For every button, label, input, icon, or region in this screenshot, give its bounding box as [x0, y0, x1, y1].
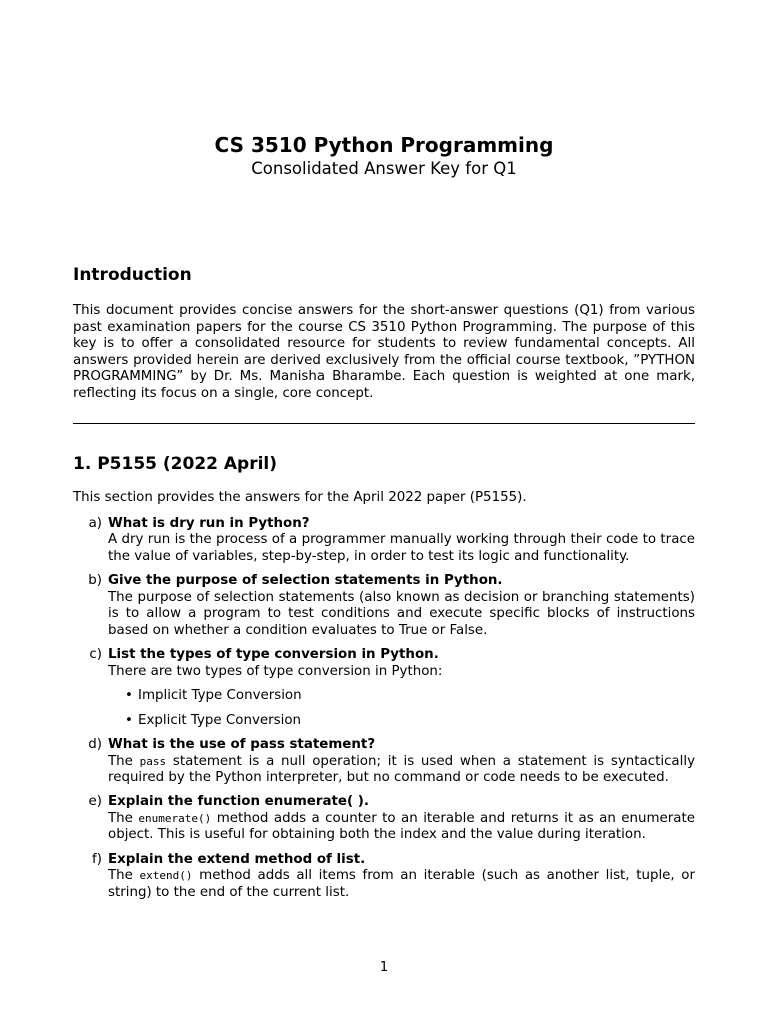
answer-suffix: method adds a counter to an iterable and returns it as an enumerate object. This is useful for obtaining both the index and the value during iteration.	[108, 810, 695, 843]
question-marker: c)	[89, 646, 102, 662]
question-marker: e)	[88, 794, 102, 810]
answer-suffix: statement is a null operation; it is used when a statement is syntactically required by the Python interpreter, but no command or code needs to be executed.	[108, 753, 695, 786]
question-item-a	[73, 516, 695, 566]
bullet-icon: •	[125, 688, 133, 704]
section-p5155	[73, 453, 695, 909]
bullet-text: Implicit Type Conversion	[138, 688, 302, 704]
question-text: Explain the function enumerate( ).	[108, 794, 369, 810]
answer-text	[108, 754, 695, 787]
bullet-item	[108, 713, 695, 730]
answer-prefix: The	[108, 753, 140, 769]
answer-suffix: method adds all items from an iterable (such as another list, tuple, or string) to the end of the current list.	[108, 868, 695, 900]
code-extend: extend()	[139, 869, 193, 883]
question-text: Give the purpose of selection statements in Python.	[108, 572, 503, 588]
question-item-b	[73, 573, 695, 639]
question-list	[73, 516, 695, 902]
bullet-text: Explicit Type Conversion	[138, 712, 302, 728]
question-item-d	[73, 737, 695, 787]
bullet-item	[108, 688, 695, 705]
bullet-list	[108, 688, 695, 729]
question-marker: b)	[88, 572, 102, 588]
question-text: List the types of type conversion in Python.	[108, 646, 439, 662]
question-marker: d)	[88, 736, 102, 752]
answer-text	[108, 811, 695, 844]
question-marker: a)	[88, 515, 102, 531]
code-enumerate: enumerate()	[138, 811, 212, 825]
bullet-icon: •	[125, 712, 133, 728]
page-number: 1	[379, 960, 389, 975]
answer-text	[108, 868, 695, 901]
title-block	[0, 132, 768, 180]
section-intro: This section provides the answers for the April 2022 paper (P5155).	[73, 490, 527, 505]
question-marker: f)	[92, 851, 102, 867]
question-item-e	[73, 794, 695, 844]
question-item-c	[73, 647, 695, 729]
code-pass: pass	[139, 754, 167, 768]
question-text: Explain the extend method of list.	[108, 851, 366, 867]
section-heading: 1. P5155 (2022 April)	[73, 454, 278, 474]
page-subtitle: Consolidated Answer Key for Q1	[251, 159, 517, 178]
question-text: What is the use of pass statement?	[108, 736, 376, 752]
answer-text: The purpose of selection statements (also known as decision or branching statements) is to allow a program to test conditions and execute specific blocks of instructions based on whether a condition evaluates to True or False.	[108, 589, 695, 638]
introduction-section	[73, 264, 695, 403]
introduction-paragraph: This document provides concise answers for the short-answer questions (Q1) from various past examination papers for the course CS 3510 Python Programming. The purpose of this key is to offer a consolidated resource for students to review fundamental concepts. All answers provided herein are derived exclusively from the official course textbook, ”PYTHON PROGRAMMING” by Dr. Ms. Manisha Bharambe. Each question is weighted at one mark, reflecting its focus on a single, core concept.	[73, 303, 695, 401]
answer-prefix: The	[108, 868, 140, 884]
page-title: CS 3510 Python Programming	[214, 133, 554, 157]
section-divider	[73, 423, 695, 424]
question-text: What is dry run in Python?	[108, 515, 310, 531]
question-item-f	[73, 852, 695, 902]
answer-text: There are two types of type conversion in Python:	[108, 663, 443, 679]
answer-text: A dry run is the process of a programmer manually working through their code to trace the value of variables, step-by-step, in order to test its logic and functionality.	[108, 532, 695, 564]
introduction-heading: Introduction	[73, 265, 192, 285]
answer-prefix: The	[108, 810, 139, 826]
